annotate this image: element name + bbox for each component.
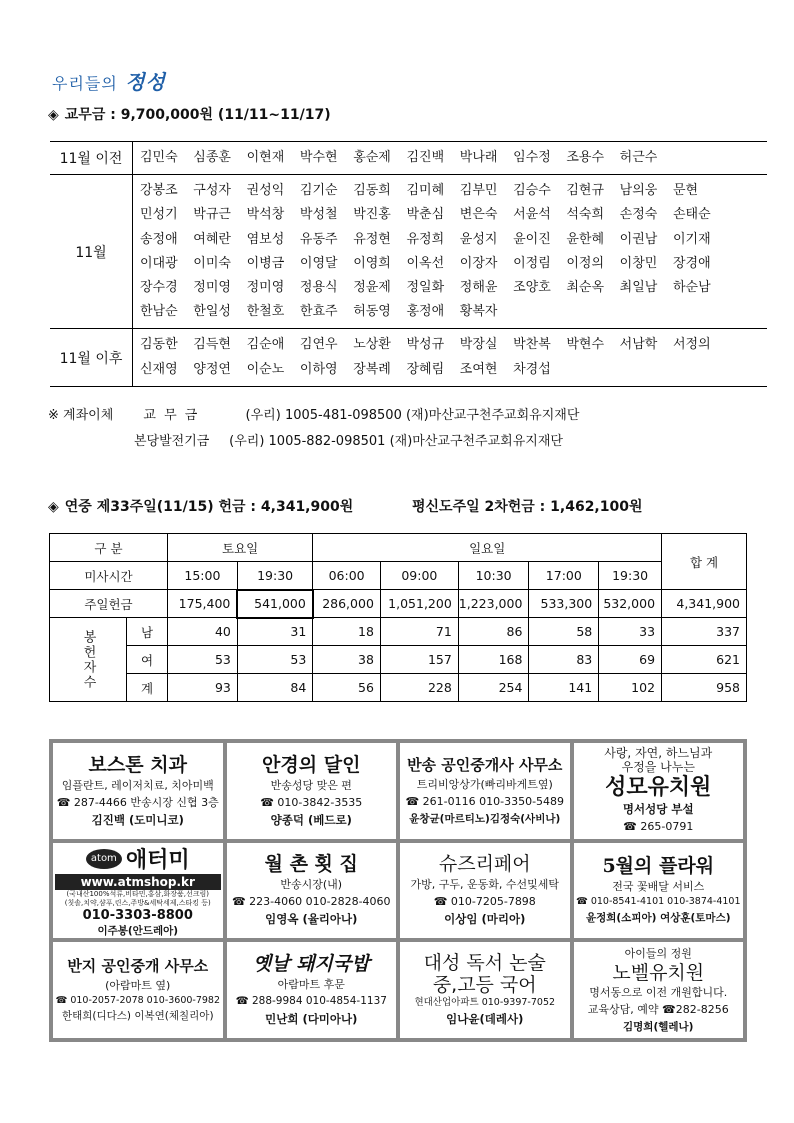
donor-name: 여혜란 xyxy=(193,231,231,247)
donor-name: 김현규 xyxy=(566,183,605,199)
donor-name: 양정연 xyxy=(193,361,231,377)
donor-name: 김민숙 xyxy=(140,150,178,165)
amount-cell: 175,400 xyxy=(167,590,237,618)
count-cell: 56 xyxy=(313,674,381,702)
donor-name: 이권남 xyxy=(619,231,658,247)
count-cell: 53 xyxy=(237,646,312,674)
ad-flower: 5월의 플라워 전국 꽃배달 서비스 ☎ 010-8541-4101 010-3874-4101 윤정희(소피아) 여상훈(토마스) xyxy=(574,843,744,939)
donor-name: 유동주 xyxy=(299,231,338,247)
amount-cell: 1,223,000 xyxy=(458,590,529,618)
amount-label: 주일헌금 xyxy=(50,590,168,618)
count-total: 958 xyxy=(662,674,747,702)
donor-name: 김기순 xyxy=(299,183,338,199)
donor-name: 박진홍 xyxy=(353,207,391,223)
donor-name: 박규근 xyxy=(193,207,231,223)
donor-name: 윤한혜 xyxy=(566,231,605,247)
ad-reading-essay: 대성 독서 논술 중,고등 국어 현대산업아파트 010-9397-7052 임나윤(데레사) xyxy=(400,942,570,1038)
ad-glasses: 안경의 달인 반송성당 맞은 편 ☎ 010-3842-3535 양종덕 (베드로) xyxy=(227,743,397,839)
donor-name: 조여현 xyxy=(459,361,498,377)
donor-row-label: 11월 이전 xyxy=(50,142,133,174)
donor-row-label: 11월 이후 xyxy=(50,329,133,385)
donor-name: 김득현 xyxy=(193,337,231,353)
donor-name: 이정의 xyxy=(566,255,605,271)
ad-realtor-banji: 반지 공인중개 사무소 (아람마트 옆) ☎ 010-2057-2078 010-3600-7982 한태희(디다스) 이복연(체칠리아) xyxy=(53,942,223,1038)
donor-name: 이옥선 xyxy=(406,255,445,271)
ad-seongmo-kindergarten: 사랑, 자연, 하느님과 우정을 나누는 성모유치원 명서성당 부설 ☎ 265-0791 xyxy=(574,743,744,839)
donor-name: 박성철 xyxy=(299,207,338,223)
count-cell: 86 xyxy=(458,618,529,646)
table-row xyxy=(50,618,747,646)
donor-name: 박나래 xyxy=(459,150,498,165)
donor-name: 이순노 xyxy=(246,361,285,377)
donor-name: 한철호 xyxy=(246,304,285,320)
ad-nobel-kindergarten: 아이들의 정원 노벨유치원 명서동으로 이전 개원합니다. 교육상담, 예약 ☎282-8256 김명희(헬레나) xyxy=(574,942,744,1038)
amount-cell: 286,000 xyxy=(313,590,381,618)
account-row-2: 본당발전기금 (우리) 1005-882-098501 (재)마산교구천주교회유지재단 xyxy=(134,434,563,449)
donor-name: 심종훈 xyxy=(193,150,231,165)
account-row-1: ※ 계좌이체 교 무 금 (우리) 1005-481-098500 (재)마산교구천주교회유지재단 xyxy=(48,408,580,423)
count-cell: 58 xyxy=(529,618,599,646)
mass-time: 17:00 xyxy=(529,562,599,590)
donor-name: 권성익 xyxy=(246,183,285,199)
amount-cell: 532,000 xyxy=(599,590,662,618)
donor-name: 이병금 xyxy=(246,255,285,271)
row-label: 남 xyxy=(127,618,168,646)
count-cell: 18 xyxy=(313,618,381,646)
donor-name: 손정숙 xyxy=(619,207,658,223)
donor-name: 장복례 xyxy=(353,361,391,377)
ad-gukbap: 옛날 돼지국밥 아람마트 후문 ☎ 288-9984 010-4854-1137 민난희 (다미아나) xyxy=(227,942,397,1038)
col-label: 구 분 xyxy=(50,534,168,562)
mass-time: 19:30 xyxy=(599,562,662,590)
donor-row-label: 11월 xyxy=(50,175,133,328)
donor-name: 박현수 xyxy=(566,337,605,353)
amount-total: 4,341,900 xyxy=(662,590,747,618)
donor-names xyxy=(133,175,767,328)
donor-row-before xyxy=(50,142,767,175)
row-label: 계 xyxy=(127,674,168,702)
count-cell: 102 xyxy=(599,674,662,702)
total-header: 합 계 xyxy=(662,534,747,590)
donor-name: 서윤석 xyxy=(513,207,551,223)
donor-name: 이창민 xyxy=(619,255,658,271)
atomy-logo: atom 애터미 xyxy=(86,843,190,874)
ad-sashimi: 월 촌 횟 집 반송시장(내) ☎ 223-4060 010-2828-4060 임영옥 (율리아나) xyxy=(227,843,397,939)
mass-time: 15:00 xyxy=(167,562,237,590)
offering-table xyxy=(49,533,747,702)
donor-name: 유정희 xyxy=(406,231,445,247)
count-cell: 228 xyxy=(380,674,458,702)
donor-name: 윤성지 xyxy=(459,231,498,247)
donor-name: 박찬복 xyxy=(513,337,551,353)
donor-name: 김연우 xyxy=(299,337,338,353)
donor-name: 김승수 xyxy=(513,183,551,199)
donor-name: 정미영 xyxy=(193,279,231,295)
count-cell: 71 xyxy=(380,618,458,646)
donor-name: 조용수 xyxy=(566,150,605,165)
donor-name: 문현 xyxy=(672,183,699,199)
donor-name: 노상환 xyxy=(353,337,391,353)
table-row xyxy=(50,646,747,674)
donor-name: 김순애 xyxy=(246,337,285,353)
donor-name: 장경애 xyxy=(672,255,711,271)
donor-name: 이미숙 xyxy=(193,255,231,271)
donor-name: 박수현 xyxy=(299,150,338,165)
donor-name: 정미영 xyxy=(246,279,285,295)
donor-name: 이기재 xyxy=(672,231,711,247)
donor-name: 신재영 xyxy=(140,361,178,377)
donor-name: 김진백 xyxy=(406,150,445,165)
donor-name: 한일성 xyxy=(193,304,231,320)
donor-name: 이하영 xyxy=(299,361,338,377)
donor-name: 손태순 xyxy=(672,207,711,223)
count-total: 621 xyxy=(662,646,747,674)
table-row xyxy=(50,674,747,702)
ad-dental: 보스톤 치과 임플란트, 레이저치료, 치아미백 ☎ 287-4466 반송시장 신협 3층 김진백 (도미니코) xyxy=(53,743,223,839)
donor-name: 이현재 xyxy=(246,150,285,165)
amount-cell: 1,051,200 xyxy=(380,590,458,618)
donor-name: 김부민 xyxy=(459,183,498,199)
table-row xyxy=(50,590,747,618)
donor-name: 장혜림 xyxy=(406,361,445,377)
donor-name: 정일화 xyxy=(406,279,445,295)
donor-name: 유정현 xyxy=(353,231,391,247)
education-heading: ◈ 교무금 : 9,700,000원 (11/11~11/17) xyxy=(48,107,331,123)
count-cell: 53 xyxy=(167,646,237,674)
donor-name: 한남순 xyxy=(140,304,178,320)
donor-name: 정윤제 xyxy=(353,279,391,295)
donor-name: 한효주 xyxy=(299,304,338,320)
donor-name: 이영달 xyxy=(299,255,338,271)
donor-name: 이영희 xyxy=(353,255,391,271)
sunday-header: 일요일 xyxy=(313,534,662,562)
donor-name: 차경섭 xyxy=(513,361,551,377)
donor-name: 서남학 xyxy=(619,337,658,353)
donor-name: 장수경 xyxy=(140,279,178,295)
donor-name: 홍순제 xyxy=(353,150,391,165)
donor-name: 구성자 xyxy=(193,183,231,199)
donor-name: 강봉조 xyxy=(140,183,178,199)
donor-name: 최순옥 xyxy=(566,279,605,295)
diamond-icon: ◈ xyxy=(48,107,59,123)
page-title: 우리들의 정성 xyxy=(52,70,166,94)
offering-heading: ◈ 연중 제33주일(11/15) 헌금 : 4,341,900원 xyxy=(48,499,354,515)
donor-name: 이정림 xyxy=(513,255,551,271)
donor-name: 남의웅 xyxy=(619,183,658,199)
mass-time: 06:00 xyxy=(313,562,381,590)
count-cell: 33 xyxy=(599,618,662,646)
donor-name: 민성기 xyxy=(140,207,178,223)
donor-name: 이대광 xyxy=(140,255,178,271)
second-offering-heading: 평신도주일 2차헌금 : 1,462,100원 xyxy=(412,499,643,515)
donor-row-month xyxy=(50,175,767,329)
count-cell: 157 xyxy=(380,646,458,674)
donor-name: 박장실 xyxy=(459,337,498,353)
count-total: 337 xyxy=(662,618,747,646)
ad-shoe-repair: 슈즈리페어 가방, 구두, 운동화, 수선및세탁 ☎ 010-7205-7898 이상임 (마리아) xyxy=(400,843,570,939)
count-cell: 31 xyxy=(237,618,312,646)
mass-time-label: 미사시간 xyxy=(50,562,168,590)
attendance-label: 봉헌자수 xyxy=(50,618,127,702)
donor-name: 홍정애 xyxy=(406,304,445,320)
donor-name: 박성규 xyxy=(406,337,445,353)
saturday-header: 토요일 xyxy=(167,534,312,562)
count-cell: 254 xyxy=(458,674,529,702)
count-cell: 93 xyxy=(167,674,237,702)
ad-atomy: atom 애터미 www.atmshop.kr (국내산100%석류,비타민,홍삼,화장품,선크림) (칫솔,치약,샴푸,린스,주방&세탁세제,스타킹 등) 010-3303-8800 이주봉(안드레아) xyxy=(53,843,223,939)
donor-name: 석숙희 xyxy=(566,207,605,223)
donor-name: 서정의 xyxy=(672,337,711,353)
donor-names xyxy=(133,329,767,385)
count-cell: 84 xyxy=(237,674,312,702)
donor-name: 정해윤 xyxy=(459,279,498,295)
count-cell: 168 xyxy=(458,646,529,674)
ad-grid xyxy=(49,739,747,1042)
donor-name: 김동희 xyxy=(353,183,391,199)
count-cell: 69 xyxy=(599,646,662,674)
mass-time: 10:30 xyxy=(458,562,529,590)
donor-name: 이장자 xyxy=(459,255,498,271)
ad-realtor-bansong: 반송 공인중개사 사무소 트리비앙상가(빠리바게트옆) ☎ 261-0116 010-3350-5489 윤창균(마르티노)김정숙(사비나) xyxy=(400,743,570,839)
donor-table xyxy=(50,141,767,387)
donor-name: 하순남 xyxy=(672,279,711,295)
donor-name: 최일남 xyxy=(619,279,658,295)
amount-cell: 533,300 xyxy=(529,590,599,618)
mass-time: 19:30 xyxy=(237,562,312,590)
donor-name: 허근수 xyxy=(619,150,658,165)
donor-name: 변은숙 xyxy=(459,207,498,223)
donor-name: 김동한 xyxy=(140,337,178,353)
donor-name: 김미혜 xyxy=(406,183,445,199)
table-row xyxy=(50,534,747,562)
count-cell: 38 xyxy=(313,646,381,674)
count-cell: 40 xyxy=(167,618,237,646)
donor-name: 박춘심 xyxy=(406,207,445,223)
row-label: 여 xyxy=(127,646,168,674)
donor-name: 허동영 xyxy=(353,304,391,320)
count-cell: 141 xyxy=(529,674,599,702)
donor-name: 임수정 xyxy=(513,150,551,165)
donor-name: 박석창 xyxy=(246,207,285,223)
mass-time: 09:00 xyxy=(380,562,458,590)
donor-name: 윤이진 xyxy=(513,231,551,247)
donor-name: 송정애 xyxy=(140,231,178,247)
table-row xyxy=(50,562,747,590)
donor-name: 조양호 xyxy=(513,279,551,295)
donor-name: 정용식 xyxy=(299,279,338,295)
donor-name: 염보성 xyxy=(246,231,285,247)
count-cell: 83 xyxy=(529,646,599,674)
donor-row-after xyxy=(50,329,767,385)
donor-names xyxy=(133,142,767,174)
diamond-icon: ◈ xyxy=(48,499,59,515)
amount-cell: 541,000 xyxy=(237,590,312,618)
donor-name: 황복자 xyxy=(459,304,498,320)
